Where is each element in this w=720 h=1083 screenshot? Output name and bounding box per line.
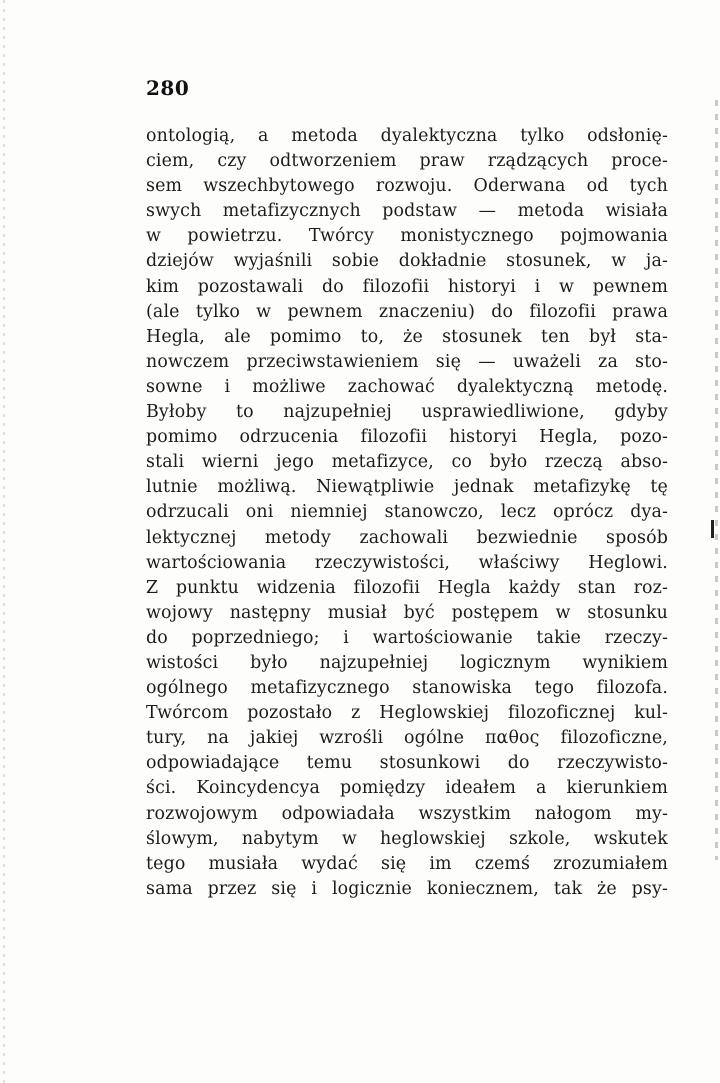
text-line: ogólnego metafizycznego stanowiska tego filozofa. bbox=[146, 678, 668, 699]
scan-edge-mark bbox=[711, 520, 714, 538]
text-line: do poprzedniego; i wartościowanie takie rzeczy- bbox=[146, 627, 668, 648]
text-line: Twórcom pozostało z Heglowskiej filozoficznej kul- bbox=[146, 703, 668, 724]
text-line: ontologią, a metoda dyalektyczna tylko odsłonię- bbox=[146, 126, 668, 146]
scan-edge-right bbox=[715, 100, 718, 860]
text-line: dziejów wyjaśnili sobie dokładnie stosunek, w ja- bbox=[146, 251, 668, 272]
text-line: rozwojowym odpowiadała wszystkim nałogom my- bbox=[146, 803, 668, 824]
text-line: w powietrzu. Twórcy monistycznego pojmowania bbox=[146, 226, 668, 247]
text-line: kim pozostawali do filozofii historyi i w pewnem bbox=[146, 276, 668, 297]
text-line: wistości było najzupełniej logicznym wynikiem bbox=[146, 652, 668, 673]
text-line: sem wszechbytowego rozwoju. Oderwana od tych bbox=[146, 176, 668, 197]
text-line: wartościowania rzeczywistości, właściwy Heglowi. bbox=[146, 552, 668, 573]
text-line: swych metafizycznych podstaw — metoda wisiała bbox=[146, 201, 668, 222]
page-number: 280 bbox=[146, 76, 190, 100]
text-line: odrzucali oni niemniej stanowczo, lecz oprócz dya- bbox=[146, 502, 668, 523]
text-line: pomimo odrzucenia filozofii historyi Hegla, pozo- bbox=[146, 427, 668, 448]
text-line: lutnie możliwą. Niewątpliwie jednak metafizykę tę bbox=[146, 477, 668, 498]
text-line: tego musiała wydać się im czemś zrozumiałem bbox=[146, 853, 668, 874]
text-line: Byłoby to najzupełniej usprawiedliwione, gdyby bbox=[146, 402, 668, 423]
text-line: ści. Koincydencya pomiędzy ideałem a kierunkiem bbox=[146, 778, 668, 799]
text-line: stali wierni jego metafizyce, co było rzeczą abso- bbox=[146, 452, 668, 473]
text-line: sama przez się i logicznie koniecznem, tak że psy- bbox=[146, 878, 668, 899]
text-line: nowczem przeciwstawieniem się — uważeli za sto- bbox=[146, 351, 668, 372]
text-line: (ale tylko w pewnem znaczeniu) do filozofii prawa bbox=[146, 301, 668, 322]
text-line: odpowiadające temu stosunkowi do rzeczywisto- bbox=[146, 753, 668, 774]
scan-edge-left bbox=[3, 0, 5, 1083]
body-text bbox=[146, 124, 668, 902]
text-line: wojowy następny musiał być postępem w stosunku bbox=[146, 602, 668, 623]
text-line: tury, na jakiej wzrośli ogólne παθος filozoficzne, bbox=[146, 728, 668, 749]
text-line: ślowym, nabytym w heglowskiej szkole, wskutek bbox=[146, 828, 668, 849]
text-line: sowne i możliwe zachować dyalektyczną metodę. bbox=[146, 376, 668, 397]
text-line: Hegla, ale pomimo to, że stosunek ten był sta- bbox=[146, 326, 668, 347]
text-line: lektycznej metody zachowali bezwiednie sposób bbox=[146, 527, 668, 548]
text-line: ciem, czy odtworzeniem praw rządzących proce- bbox=[146, 151, 668, 172]
text-line: Z punktu widzenia filozofii Hegla każdy stan roz- bbox=[146, 577, 668, 598]
